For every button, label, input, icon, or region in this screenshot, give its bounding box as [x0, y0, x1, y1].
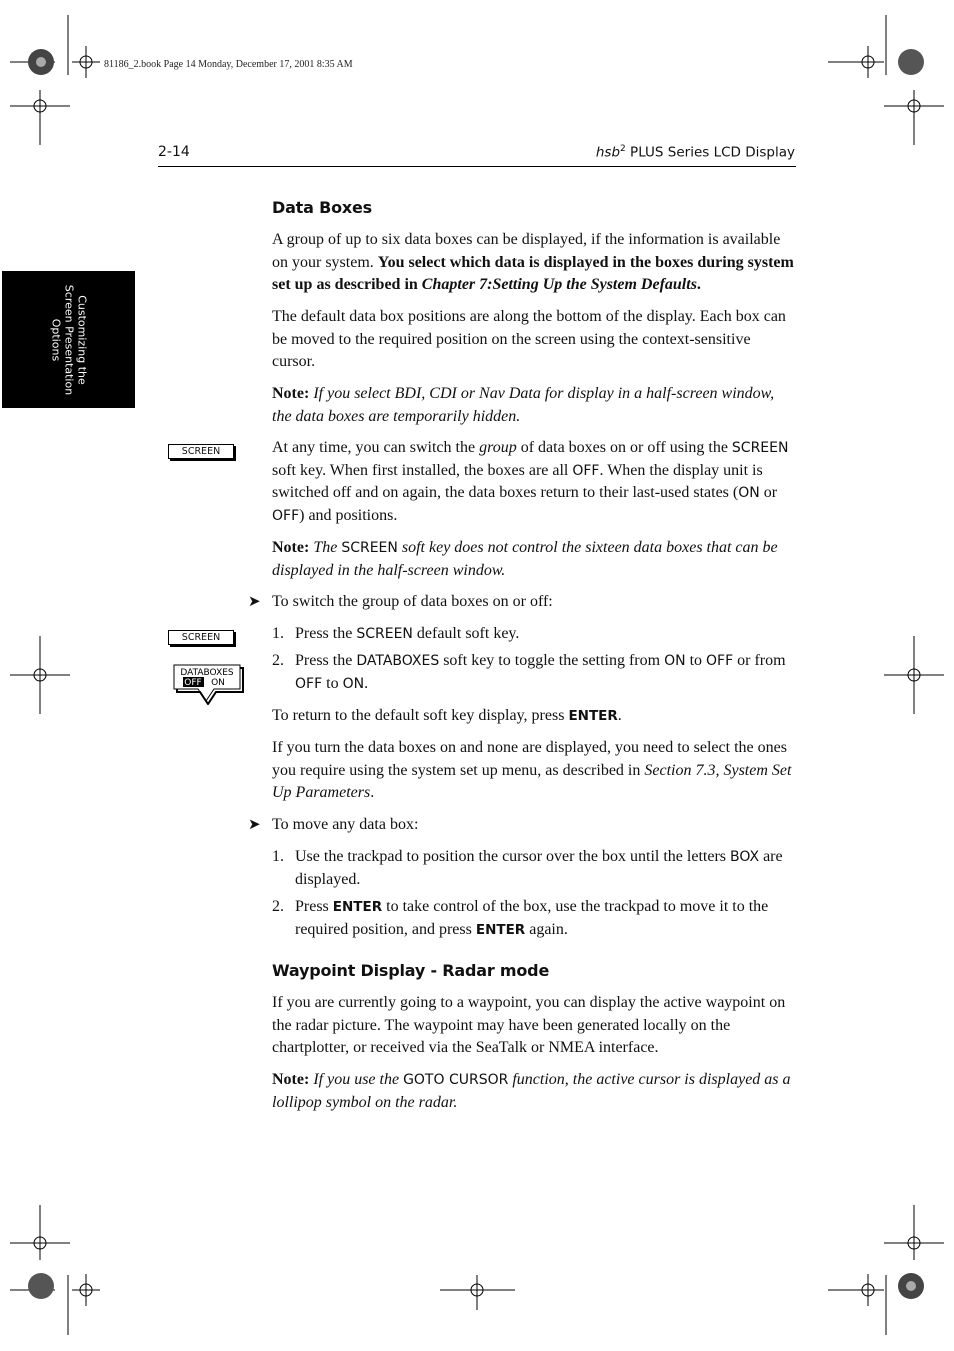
header-rule [158, 166, 796, 167]
paragraph: A group of up to six data boxes can be displayed, if the information is available on your system. You select which data is displayed in the boxes during system set up as described in Chapter 7:Setting Up the System Defaults. [272, 231, 794, 293]
print-stamp: 81186_2.book Page 14 Monday, December 17, 2001 8:35 AM [104, 59, 353, 70]
list-item: 1. Use the trackpad to position the cursor over the box until the letters BOX are displayed. [272, 848, 783, 888]
title-product: hsb [595, 144, 621, 161]
procedure-title: To move any data box: [272, 816, 419, 833]
running-title [596, 144, 795, 161]
paragraph: To return to the default soft key display, press ENTER. [272, 707, 622, 724]
list-item: 2. Press ENTER to take control of the box, use the trackpad to move it to the required position, and press ENTER again. [272, 898, 769, 938]
section-heading-waypoint-display: Waypoint Display - Radar mode [272, 961, 550, 980]
procedure-title: To switch the group of data boxes on or off: [272, 593, 553, 610]
paragraph: If you turn the data boxes on and none are displayed, you need to select the ones you require using the system set up menu, as described in Section 7.3, System Set Up Parameters. [272, 739, 792, 801]
svg-text:OFF: OFF [184, 678, 202, 688]
svg-text:DATABOXES: DATABOXES [180, 668, 234, 678]
side-tab-line: Customizing the [75, 294, 88, 385]
paragraph: At any time, you can switch the group of data boxes on or off using the SCREEN soft key. When first installed, the boxes are all OFF. When the display unit is switched off and on again, the data boxes return to their last-used states (ON or OFF) and positions. [272, 439, 789, 524]
section-heading-data-boxes: Data Boxes [272, 198, 372, 217]
paragraph: The default data box positions are along the bottom of the display. Each box can be moved to the required position on the screen using the context-sensitive cursor. [272, 308, 786, 370]
svg-text:ON: ON [211, 678, 225, 688]
procedure-arrow-icon: ➤ [248, 817, 261, 833]
paragraph: If you are currently going to a waypoint, you can display the active waypoint on the radar picture. The waypoint may have been generated locally on the chartplotter, or received via the SeaTalk or NMEA interface. [272, 994, 786, 1056]
side-tab-line: Options [49, 318, 62, 361]
title-superscript: 2 [620, 144, 626, 154]
list-item: 1. Press the SCREEN default soft key. [272, 625, 520, 642]
chapter-side-tab [2, 271, 135, 408]
title-rest: PLUS Series LCD Display [625, 144, 795, 161]
side-tab-line: Screen Presentation [62, 284, 75, 395]
procedure-arrow-icon: ➤ [248, 594, 261, 610]
list-item: 2. Press the DATABOXES soft key to toggle the setting from ON to OFF or from OFF to ON. [272, 652, 786, 692]
screen-softkey-icon: SCREEN [168, 444, 234, 459]
screen-softkey-icon: SCREEN [168, 630, 234, 645]
note: Note: If you select BDI, CDI or Nav Data for display in a half-screen window, the data boxes are temporarily hidden. [272, 385, 775, 425]
note: Note: The SCREEN soft key does not control the sixteen data boxes that can be displayed in the half-screen window. [272, 539, 778, 579]
page-number: 2-14 [158, 144, 190, 160]
note: Note: If you use the GOTO CURSOR function, the active cursor is displayed as a lollipop symbol on the radar. [272, 1071, 791, 1111]
databoxes-softkey-icon [170, 663, 244, 705]
